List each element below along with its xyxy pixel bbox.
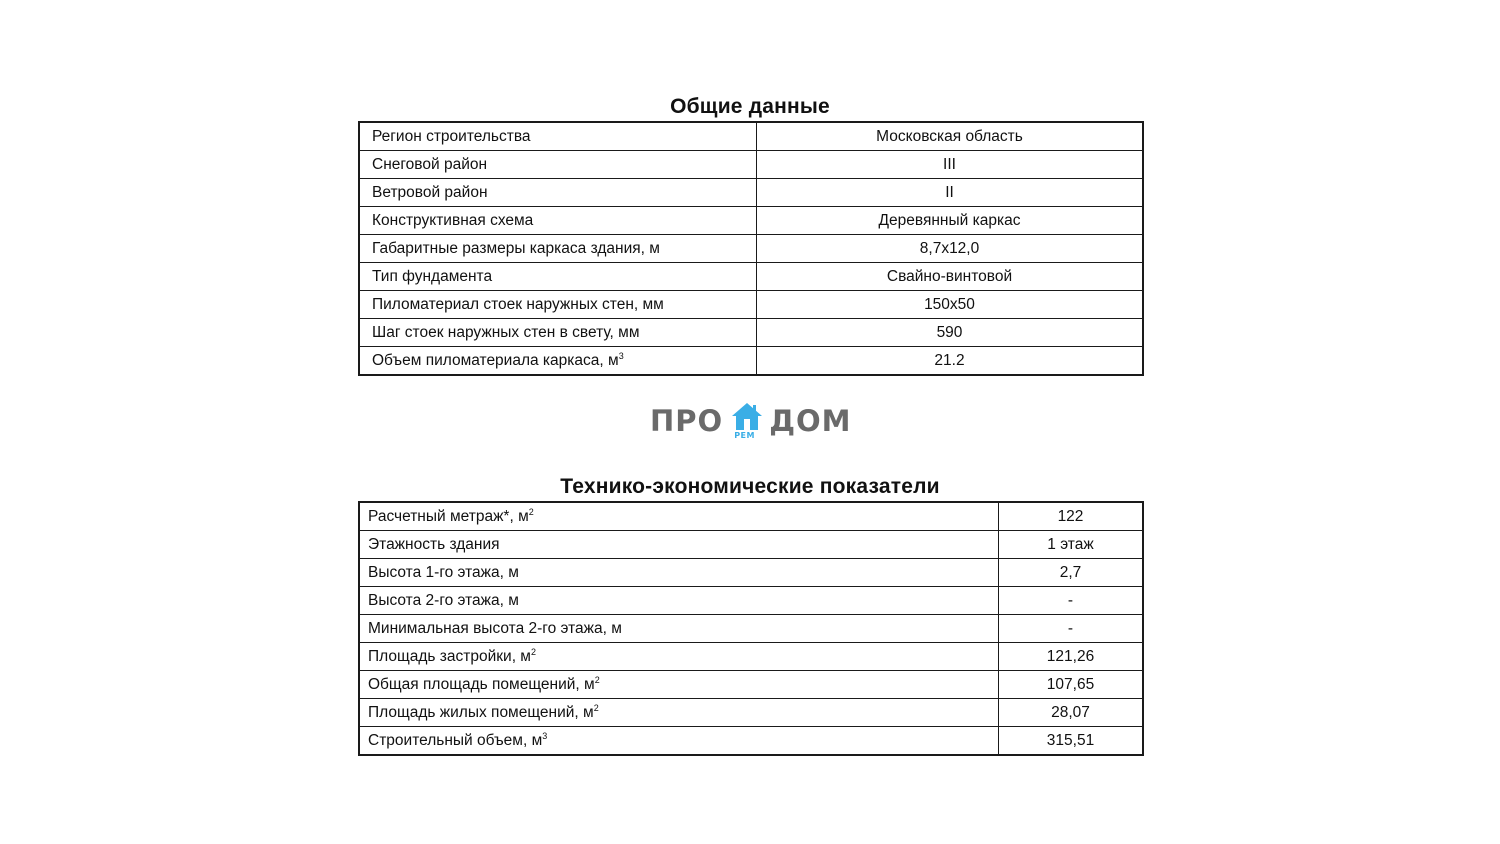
table-row: [359, 207, 1143, 235]
row-value: 121,26: [999, 643, 1144, 671]
unit-superscript: 3: [618, 350, 624, 361]
table-row: [359, 235, 1143, 263]
unit-superscript: 2: [530, 646, 536, 657]
row-label: Тип фундамента: [359, 263, 757, 291]
row-label: [359, 699, 999, 727]
row-label: Ветровой район: [359, 179, 757, 207]
row-label: Минимальная высота 2-го этажа, м: [359, 615, 999, 643]
row-value: 2,7: [999, 559, 1144, 587]
house-icon: [729, 400, 765, 446]
unit-superscript: 3: [542, 730, 548, 741]
unit-superscript: 2: [528, 506, 534, 517]
row-label-text: Общая площадь помещений, м: [368, 675, 595, 693]
unit-superscript: 2: [594, 674, 600, 685]
row-label-text: Строительный объем, м: [368, 731, 543, 749]
row-label: [359, 347, 757, 376]
table-row: [359, 347, 1143, 376]
row-value: 1 этаж: [999, 531, 1144, 559]
row-value: 122: [999, 502, 1144, 531]
row-label-text: Площадь жилых помещений, м: [368, 703, 594, 721]
row-label-text: Объем пиломатериала каркаса, м: [372, 351, 619, 369]
row-value: Деревянный каркас: [757, 207, 1144, 235]
tech-economic-table: [358, 501, 1144, 756]
table-row: [359, 151, 1143, 179]
row-value: Свайно-винтовой: [757, 263, 1144, 291]
row-label: Пиломатериал стоек наружных стен, мм: [359, 291, 757, 319]
row-value: II: [757, 179, 1144, 207]
row-label: Снеговой район: [359, 151, 757, 179]
logo-left-word: ПРО: [650, 404, 724, 438]
row-label: [359, 502, 999, 531]
general-data-title: Общие данные: [670, 95, 830, 118]
unit-superscript: 2: [593, 702, 599, 713]
logo-small-text: РЕМ: [734, 431, 755, 440]
table-row: [359, 699, 1143, 727]
table-row: [359, 559, 1143, 587]
table-row: [359, 671, 1143, 699]
table-row: [359, 643, 1143, 671]
row-label: Высота 1-го этажа, м: [359, 559, 999, 587]
table-row: [359, 727, 1143, 756]
row-value: 315,51: [999, 727, 1144, 756]
table-row: [359, 587, 1143, 615]
row-label: Шаг стоек наружных стен в свету, мм: [359, 319, 757, 347]
row-value: 107,65: [999, 671, 1144, 699]
table-row: [359, 319, 1143, 347]
row-value: -: [999, 587, 1144, 615]
row-value: 28,07: [999, 699, 1144, 727]
general-data-table: [358, 121, 1144, 376]
table-row: [359, 615, 1143, 643]
row-label: Высота 2-го этажа, м: [359, 587, 999, 615]
row-label: [359, 643, 999, 671]
row-value: 150х50: [757, 291, 1144, 319]
row-value: 21.2: [757, 347, 1144, 376]
row-value: III: [757, 151, 1144, 179]
row-label: [359, 671, 999, 699]
row-label: Конструктивная схема: [359, 207, 757, 235]
row-label-text: Расчетный метраж*, м: [368, 507, 529, 525]
row-label: Регион строительства: [359, 122, 757, 151]
row-label-text: Площадь застройки, м: [368, 647, 531, 665]
row-value: 8,7х12,0: [757, 235, 1144, 263]
logo-right-word: ДОМ: [769, 404, 852, 438]
table-row: [359, 502, 1143, 531]
row-value: 590: [757, 319, 1144, 347]
row-value: -: [999, 615, 1144, 643]
row-value: Московская область: [757, 122, 1144, 151]
table-row: [359, 179, 1143, 207]
table-row: [359, 291, 1143, 319]
row-label: Габаритные размеры каркаса здания, м: [359, 235, 757, 263]
pro-dom-logo: [650, 400, 852, 446]
table-row: [359, 263, 1143, 291]
row-label: [359, 727, 999, 756]
row-label: Этажность здания: [359, 531, 999, 559]
tech-economic-title: Технико-экономические показатели: [560, 475, 940, 498]
table-row: [359, 122, 1143, 151]
table-row: [359, 531, 1143, 559]
